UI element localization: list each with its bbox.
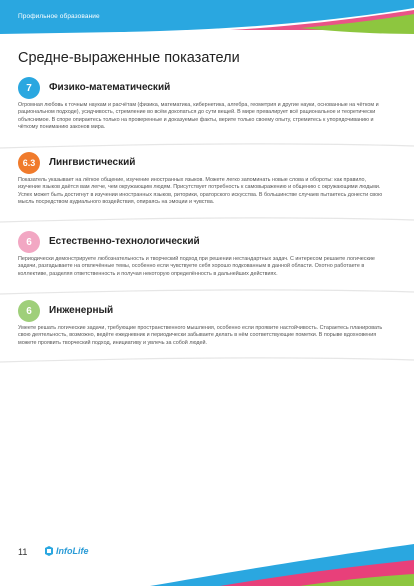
section-title: Физико-математический xyxy=(49,82,171,93)
score-badge: 6.3 xyxy=(18,152,40,174)
page-title: Средне-выраженные показатели xyxy=(18,50,240,66)
infolife-logo xyxy=(44,546,89,556)
divider xyxy=(0,212,414,228)
header-label: Профильное образование xyxy=(18,13,100,20)
score-badge: 6 xyxy=(18,300,40,322)
score-badge: 6 xyxy=(18,231,40,253)
score-badge: 7 xyxy=(18,77,40,99)
section-body: Периодически демонстрируете любознательность и творческий подход при решении нестандартных задач. С интересом решаете логические задачи, разгадываете на отвлечённые темы, особенно если чувствуете себя хорошо подкованным в данной области. Охотно работаете в коллективе, разделяя ответственность и получая некоторую определённость в дальнейших действиях. xyxy=(18,256,375,277)
logo-text: InfoLife xyxy=(56,546,89,556)
divider xyxy=(0,352,414,368)
section-title: Естественно-технологический xyxy=(49,236,200,247)
section-title: Лингвистический xyxy=(49,157,136,168)
header-banner xyxy=(0,0,414,34)
section-title: Инженерный xyxy=(49,305,114,316)
logo-icon xyxy=(44,546,54,556)
section-body: Огромная любовь к точным наукам и расчётам (физика, математика, кибернетика, алгебра, геометрия и другие науки, основанные на чётком и рациональном подходе), усидчивость, стремление во всём докопаться до сути вещей. В мире превалирует всё рациональное и теоретически объяснимое. В споре опираетесь только на проверенные и доказуемые факты, верите только своему опыту, стремитесь к упорядочиванию и чёткому пониманию законов мира. xyxy=(18,102,379,131)
section-body: Показатель указывает на лёгкое общение, изучение иностранных языков. Можете легко запоминать новые слова и обороты: как правило, изучение языков даётся вам легче, чем окружающим людям. Присутствует потребность к самовыражению и общению с окружающими людьми. Успех может быть достигнут в изучении иностранных языков, риторики, ораторского искусства. В большинстве случаев пытаетесь донести свою мысль посредством аудиального воздействия, опираясь на эмоции и чувства. xyxy=(18,177,383,206)
section-body: Умеете решать логические задачи, требующие пространственного мышления, особенно если проявите настойчивость. Стараетесь планировать свою деятельность, возможно, ведёте ежедневник и периодически забываете делать в нём соответствующие пометки. В порыве вдохновения можете проявить творческий подход, инициативу и увлечь за собой людей. xyxy=(18,325,383,346)
divider xyxy=(0,284,414,300)
section-physics-math xyxy=(18,77,400,147)
page-number: 11 xyxy=(18,547,28,557)
